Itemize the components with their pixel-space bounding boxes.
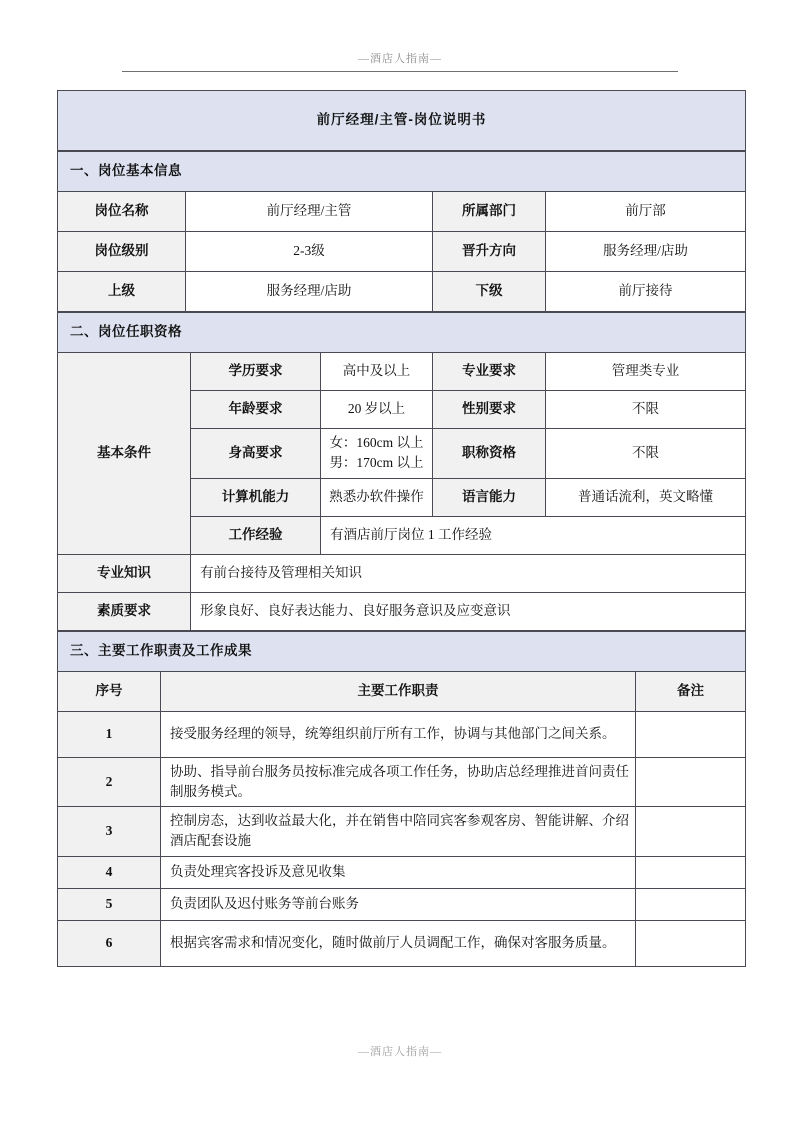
duty-no: 1 xyxy=(58,711,161,757)
field-value: 服务经理/店助 xyxy=(186,272,433,312)
duty-text: 负责团队及迟付账务等前台账务 xyxy=(161,888,636,920)
field-value: 管理类专业 xyxy=(546,353,746,391)
table-row xyxy=(58,592,746,630)
section1-heading: 一、岗位基本信息 xyxy=(58,152,746,192)
running-footer: —酒店人指南— xyxy=(358,1046,442,1058)
section1-heading-row xyxy=(58,152,746,192)
field-label: 所属部门 xyxy=(433,192,546,232)
duty-remark xyxy=(636,856,746,888)
field-value: 不限 xyxy=(546,429,746,479)
field-label: 计算机能力 xyxy=(191,478,321,516)
duty-no: 4 xyxy=(58,856,161,888)
section2-table xyxy=(57,312,746,631)
field-value: 前厅部 xyxy=(546,192,746,232)
field-label: 职称资格 xyxy=(433,429,546,479)
section3-heading: 三、主要工作职责及工作成果 xyxy=(58,631,746,671)
duty-remark xyxy=(636,711,746,757)
duty-remark xyxy=(636,807,746,857)
section2-heading-row xyxy=(58,313,746,353)
duty-remark xyxy=(636,888,746,920)
duty-text: 根据宾客需求和情况变化，随时做前厅人员调配工作，确保对客服务质量。 xyxy=(161,920,636,966)
field-label: 岗位级别 xyxy=(58,232,186,272)
field-value xyxy=(321,429,433,479)
field-label: 年龄要求 xyxy=(191,391,321,429)
table-row xyxy=(58,353,746,391)
field-label: 语言能力 xyxy=(433,478,546,516)
header-rule xyxy=(122,71,678,72)
running-header xyxy=(0,50,800,72)
field-label: 性别要求 xyxy=(433,391,546,429)
duty-no: 5 xyxy=(58,888,161,920)
height-female: 女：160cm 以上 xyxy=(329,435,424,450)
field-value: 前厅接待 xyxy=(546,272,746,312)
table-row xyxy=(58,232,746,272)
column-header-no: 序号 xyxy=(58,671,161,711)
field-label: 身高要求 xyxy=(191,429,321,479)
duty-no: 6 xyxy=(58,920,161,966)
field-value: 不限 xyxy=(546,391,746,429)
table-row xyxy=(58,807,746,857)
page-title: 前厅经理/主管-岗位说明书 xyxy=(58,91,746,151)
table-row xyxy=(58,757,746,807)
table-header-row xyxy=(58,671,746,711)
duty-no: 2 xyxy=(58,757,161,807)
field-value: 服务经理/店助 xyxy=(546,232,746,272)
duty-text: 负责处理宾客投诉及意见收集 xyxy=(161,856,636,888)
field-label: 工作经验 xyxy=(191,516,321,554)
field-value: 20 岁以上 xyxy=(321,391,433,429)
field-value: 熟悉办软件操作 xyxy=(321,478,433,516)
column-header-duty: 主要工作职责 xyxy=(161,671,636,711)
title-table xyxy=(57,90,746,151)
field-label: 素质要求 xyxy=(58,592,191,630)
table-row xyxy=(58,711,746,757)
field-value: 有酒店前厅岗位 1 工作经验 xyxy=(321,516,746,554)
field-label: 专业要求 xyxy=(433,353,546,391)
field-label: 上级 xyxy=(58,272,186,312)
running-header-text: —酒店人指南— xyxy=(358,53,442,65)
field-value: 2-3级 xyxy=(186,232,433,272)
table-row xyxy=(58,920,746,966)
section3-table xyxy=(57,631,746,967)
duty-text: 接受服务经理的领导，统筹组织前厅所有工作，协调与其他部门之间关系。 xyxy=(161,711,636,757)
field-value: 形象良好、良好表达能力、良好服务意识及应变意识 xyxy=(191,592,746,630)
field-label: 专业知识 xyxy=(58,554,191,592)
field-label: 下级 xyxy=(433,272,546,312)
document-body xyxy=(57,90,745,967)
field-value: 普通话流利，英文略懂 xyxy=(546,478,746,516)
section3-heading-row xyxy=(58,631,746,671)
section2-heading: 二、岗位任职资格 xyxy=(58,313,746,353)
field-label: 岗位名称 xyxy=(58,192,186,232)
field-value: 前厅经理/主管 xyxy=(186,192,433,232)
table-row xyxy=(58,554,746,592)
field-value: 有前台接待及管理相关知识 xyxy=(191,554,746,592)
duty-text: 协助、指导前台服务员按标准完成各项工作任务，协助店总经理推进首问责任制服务模式。 xyxy=(161,757,636,807)
duty-remark xyxy=(636,920,746,966)
table-row xyxy=(58,888,746,920)
table-row xyxy=(58,192,746,232)
section1-table xyxy=(57,151,746,312)
duty-no: 3 xyxy=(58,807,161,857)
table-row xyxy=(58,856,746,888)
duty-text: 控制房态，达到收益最大化，并在销售中陪同宾客参观客房、智能讲解、介绍酒店配套设施 xyxy=(161,807,636,857)
height-male: 男：170cm 以上 xyxy=(329,455,424,471)
title-row xyxy=(58,91,746,151)
table-row xyxy=(58,272,746,312)
column-header-remark: 备注 xyxy=(636,671,746,711)
field-label: 晋升方向 xyxy=(433,232,546,272)
field-label: 学历要求 xyxy=(191,353,321,391)
field-value: 高中及以上 xyxy=(321,353,433,391)
basic-conditions-label: 基本条件 xyxy=(58,353,191,555)
duty-remark xyxy=(636,757,746,807)
